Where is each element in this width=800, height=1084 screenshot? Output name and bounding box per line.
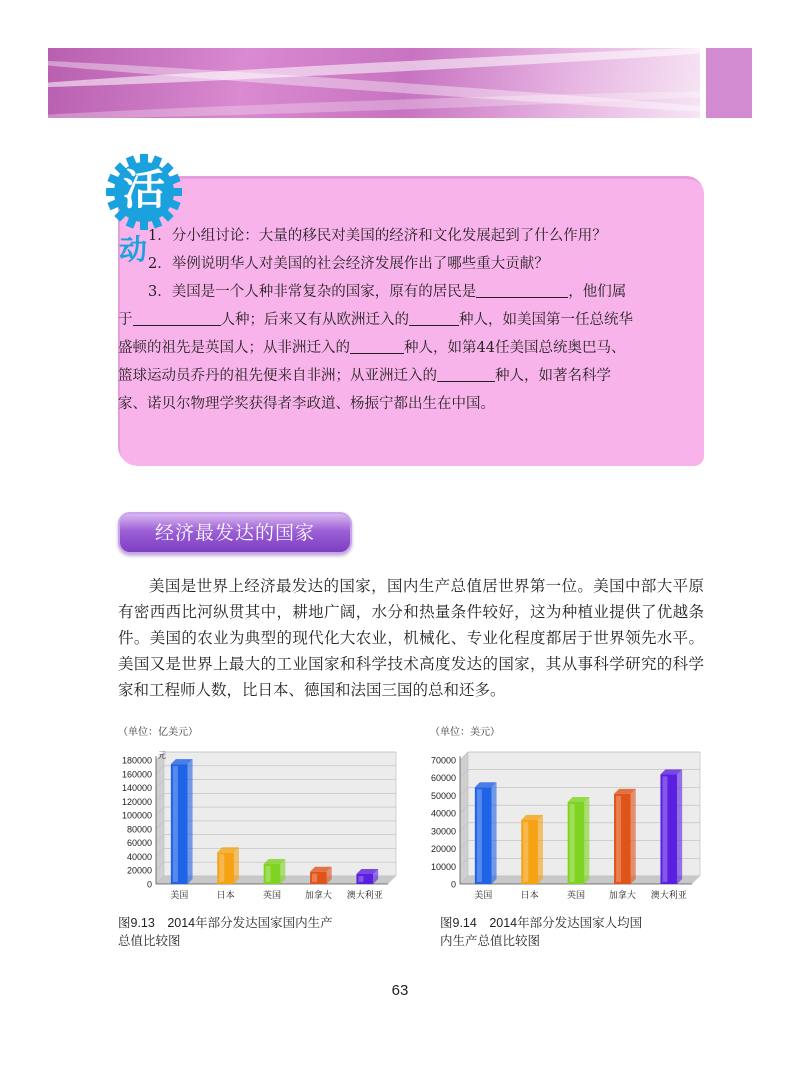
caption-line: 总值比较图 <box>118 934 181 948</box>
caption-line: 图9.14 2014年部分发达国家人均国 <box>440 916 643 930</box>
chart-side-wall <box>460 752 468 884</box>
activity-question-3-line-4 <box>118 366 658 386</box>
text-segment: 3．美国是一个人种非常复杂的国家，原有的居民是 <box>148 284 477 300</box>
bar-side <box>677 769 682 884</box>
x-category-label: 美国 <box>170 891 189 901</box>
bar-side <box>188 759 193 884</box>
x-category-label: 日本 <box>216 891 235 901</box>
y-tick-label: 60000 <box>126 838 152 849</box>
fill-blank[interactable] <box>437 367 495 382</box>
bar-side <box>584 797 589 884</box>
text-segment: 人种；后来又有从欧洲迁入的 <box>220 312 409 328</box>
chart-2-caption <box>440 914 702 950</box>
y-tick-label: 0 <box>450 879 456 890</box>
bar-side <box>538 815 543 884</box>
activity-question-3-line-1 <box>148 282 688 302</box>
section-title: 经济最发达的国家 <box>154 522 315 544</box>
caption-line: 图9.13 2014年部分发达国家国内生产 <box>118 916 333 930</box>
gdp-bar-chart <box>112 738 404 910</box>
y-tick-label: 160000 <box>121 769 152 780</box>
text-segment: ，他们属 <box>568 284 627 300</box>
bar-side <box>234 847 239 884</box>
header-banner <box>48 48 700 118</box>
text-segment: 种人，如美国第一任总统华 <box>459 312 633 328</box>
y-tick-label: 100000 <box>121 810 152 821</box>
y-tick-label: 120000 <box>121 796 152 807</box>
text-segment: 种人，如著名科学 <box>495 368 611 384</box>
x-category-label: 英国 <box>262 891 282 901</box>
y-tick-label: 80000 <box>126 824 152 835</box>
body-paragraph: 美国是世界上经济最发达的国家，国内生产总值居世界第一位。美国中部大平原有密西西比河纵贯其中，耕地广阔，水分和热量条件较好，这为种植业提供了优越条件。美国的农业为典型的现代化大农业，机械化、专业化程度都居于世界领先水平。美国又是世界上最大的工业国家和科学技术高度发达的国家，其从事科学研究的科学家和工程师人数，比日本、德国和法国三国的总和还多。 <box>118 577 704 699</box>
y-tick-label: 10000 <box>430 861 456 872</box>
chart-2-unit-label: （单位：美元） <box>430 727 500 738</box>
fill-blank[interactable] <box>476 283 568 298</box>
activity-badge-bottom: 动 <box>118 233 147 266</box>
y-tick-label: 20000 <box>430 844 456 855</box>
bar-highlight <box>219 854 224 882</box>
bar-side <box>492 782 497 884</box>
x-category-label: 澳大利亚 <box>650 891 687 901</box>
y-tick-label: 20000 <box>126 865 152 876</box>
activity-badge-top: 活 <box>122 165 165 214</box>
text-segment: 盛顿的祖先是英国人；从非洲迁入的 <box>118 340 350 356</box>
text-segment: 于 <box>118 312 133 328</box>
x-category-label: 加拿大 <box>304 891 332 901</box>
text-segment: 种人，如第44任美国总统奥巴马、 <box>404 340 626 356</box>
y-tick-label: 30000 <box>430 826 456 837</box>
bar-highlight <box>173 766 178 882</box>
activity-question-3-line-2 <box>118 310 658 330</box>
activity-question-1: 1．分小组讨论：大量的移民对美国的经济和文化发展起到了什么作用？ <box>148 228 607 244</box>
y-axis-mark: 元 <box>158 751 166 760</box>
text-segment: 篮球运动员乔丹的祖先便来自非洲；从亚洲迁入的 <box>118 368 437 384</box>
chart-side-wall <box>156 752 164 884</box>
fill-blank[interactable] <box>350 339 404 354</box>
bar-highlight <box>662 776 667 882</box>
activity-question-2: 2．举例说明华人对美国的社会经济发展作出了哪些重大贡献？ <box>148 256 549 272</box>
page-number: 63 <box>391 982 409 999</box>
y-tick-label: 60000 <box>430 773 456 784</box>
bar-highlight <box>266 866 271 882</box>
bar-highlight <box>570 804 575 882</box>
header-tab <box>706 48 752 118</box>
y-tick-label: 180000 <box>121 755 152 766</box>
x-category-label: 加拿大 <box>608 891 636 901</box>
bar-highlight <box>358 876 363 882</box>
x-category-label: 日本 <box>520 891 539 901</box>
activity-question-3-line-3 <box>118 338 658 358</box>
y-tick-label: 50000 <box>430 790 456 801</box>
y-tick-label: 0 <box>146 879 152 890</box>
fill-blank[interactable] <box>133 311 221 326</box>
chart-1-caption <box>118 914 408 950</box>
section-heading <box>118 512 352 554</box>
bar-highlight <box>523 822 528 882</box>
x-category-label: 英国 <box>566 891 586 901</box>
fill-blank[interactable] <box>409 311 459 326</box>
x-category-label: 美国 <box>474 891 493 901</box>
x-category-label: 澳大利亚 <box>346 891 383 901</box>
y-tick-label: 70000 <box>430 755 456 766</box>
activity-question-3-line-5: 家、诺贝尔物理学奖获得者李政道、杨振宁都出生在中国。 <box>118 396 495 412</box>
chart-1-unit-label: （单位：亿美元） <box>118 727 198 738</box>
y-tick-label: 140000 <box>121 783 152 794</box>
bar-highlight <box>312 874 317 882</box>
caption-line: 内生产总值比较图 <box>440 934 541 948</box>
y-tick-label: 40000 <box>430 808 456 819</box>
bar-highlight <box>616 796 621 882</box>
y-tick-label: 40000 <box>126 851 152 862</box>
chart-back-wall <box>164 752 396 876</box>
gdp-per-capita-bar-chart <box>416 738 708 910</box>
bar-side <box>631 789 636 884</box>
bar-highlight <box>477 789 482 882</box>
